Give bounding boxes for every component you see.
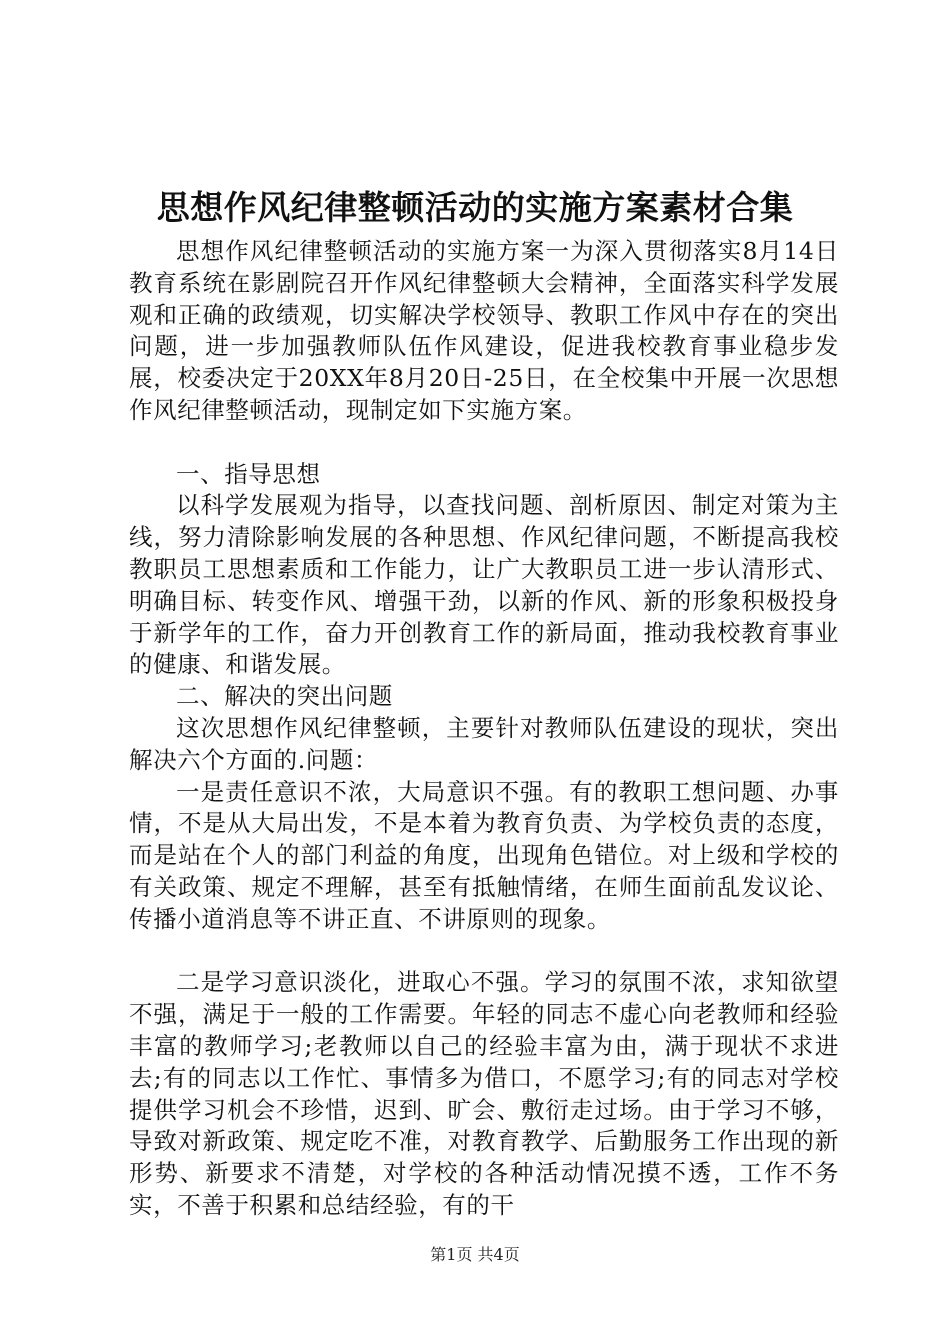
document-title: 思想作风纪律整顿活动的实施方案素材合集 [156, 188, 794, 227]
section-heading-guiding-ideology: 一、指导思想 [176, 459, 321, 488]
problem-two-paragraph: 二是学习意识淡化，进取心不强。学习的氛围不浓，求知欲望不强，满足于一般的工作需要。年轻的同志不虚心向老教师和经验丰富的教师学习;老教师以自己的经验丰富为由，满于现状不求进去;有的同志以工作忙、事情多为借口，不愿学习;有的同志对学校提供学习机会不珍惜，迟到、旷会、敷衍走过场。由于学习不够，导致对新政策、规定吃不准，对教育教学、后勤服务工作出现的新形势、新要求不清楚，对学校的各种活动情况摸不透，工作不务实，不善于积累和总结经验，有的干 [129, 968, 839, 1219]
document-body [129, 236, 839, 1222]
problem-one-paragraph: 一是责任意识不浓，大局意识不强。有的教职工想问题、办事情，不是从大局出发，不是本着为教育负责、为学校负责的态度，而是站在个人的部门利益的角度，出现角色错位。对上级和学校的有关政策、规定不理解，甚至有抵触情绪，在师生面前乱发议论、传播小道消息等不讲正直、不讲原则的现象。 [129, 777, 839, 933]
intro-paragraph: 思想作风纪律整顿活动的实施方案一为深入贯彻落实8月14日教育系统在影剧院召开作风纪律整顿大会精神，全面落实科学发展观和正确的政绩观，切实解决学校领导、教职工作风中存在的突出问题，进一步加强教师队伍作风建设，促进我校教育事业稳步发展，校委决定于20XX年8月20日-25日，在全校集中开展一次思想作风纪律整顿活动，现制定如下实施方案。 [129, 237, 839, 424]
section-heading-problems: 二、解决的突出问题 [176, 682, 393, 711]
problems-intro-paragraph: 这次思想作风纪律整顿，主要针对教师队伍建设的现状，突出解决六个方面的.问题： [129, 713, 839, 774]
guiding-ideology-paragraph: 以科学发展观为指导，以查找问题、剖析原因、制定对策为主线，努力清除影响发展的各种思想、作风纪律问题，不断提高我校教职员工思想素质和工作能力，让广大教职员工进一步认清形式、明确目标、转变作风、增强干劲，以新的作风、新的形象积极投身于新学年的工作，奋力开创教育工作的新局面，推动我校教育事业的健康、和谐发展。 [129, 491, 839, 679]
page-number-footer: 第1页 共4页 [430, 1245, 520, 1264]
